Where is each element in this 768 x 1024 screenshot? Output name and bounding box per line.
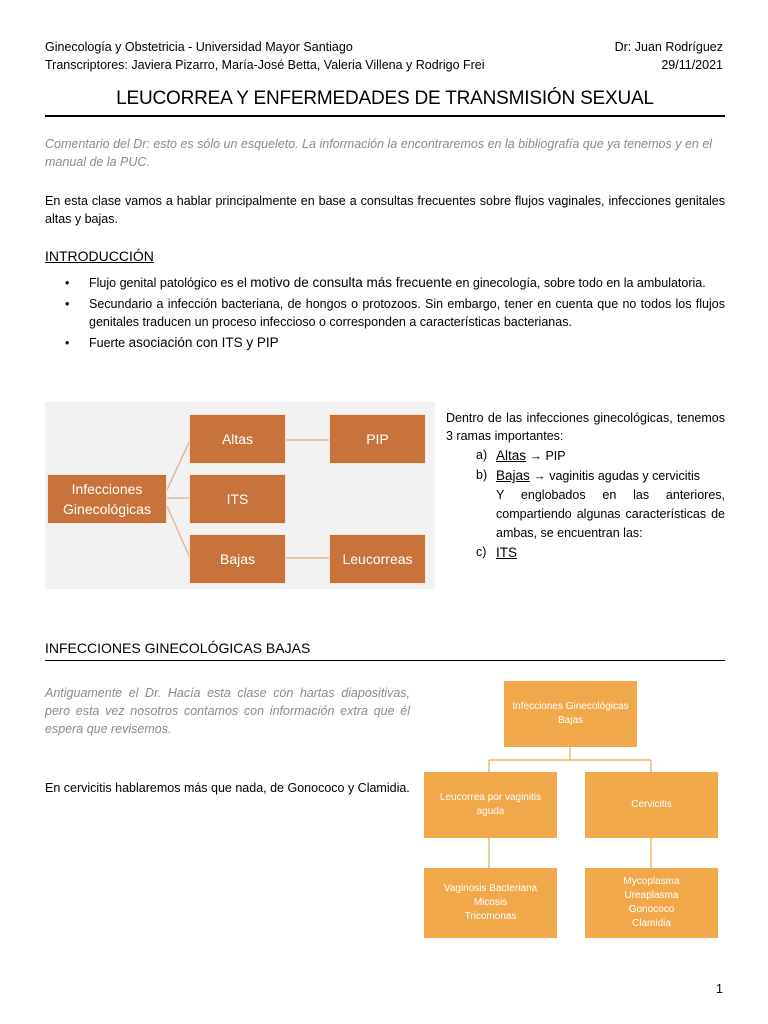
cause-item: Vaginosis Bacteriana <box>443 883 538 894</box>
diagram-infecciones-bajas <box>422 676 722 946</box>
intro-bullets <box>45 274 725 355</box>
rama-label: Altas <box>496 448 527 463</box>
rama-b-subtext: Y englobados en las anteriores, compartiendo algunas características de ambas, se encuentran las: <box>496 488 725 540</box>
section-heading-bajas: INFECCIONES GINECOLÓGICAS BAJAS <box>45 640 311 656</box>
cause-item: Clamidia <box>632 918 671 929</box>
rama-label: Bajas <box>496 468 530 483</box>
bullet-emphasis: motivo de consulta más frecuente <box>250 275 453 290</box>
section2-paragraph: En cervicitis hablaremos más que nada, de Gonococo y Clamidia. <box>45 781 410 795</box>
bullet-item <box>45 274 725 292</box>
section2-comment: Antiguamente el Dr. Hacía esta clase con hartas diapositivas, pero esta vez nosotros contamos con información extra que él espera que revisemos. <box>45 686 410 736</box>
diagram-infecciones-ginecologicas <box>45 402 435 589</box>
bullet-item <box>45 295 725 331</box>
list-marker: a) <box>476 448 488 462</box>
node-leucorrea-causes <box>424 868 557 938</box>
rama-b <box>446 466 725 486</box>
node-leucorrea-vaginitis: Leucorrea por vaginitis aguda <box>424 772 557 838</box>
node-cervicitis: Cervicitis <box>585 772 718 838</box>
title-rule <box>45 115 725 117</box>
rama-a <box>446 446 725 466</box>
ramas-list <box>446 446 725 563</box>
doctor-comment: Comentario del Dr: esto es sólo un esqueleto. La información la encontraremos en la bibliografía que ya tenemos y en el manual de la PUC. <box>45 137 713 169</box>
cause-item: Mycoplasma <box>623 876 680 887</box>
rama-c <box>446 543 725 563</box>
bullet-text: Fuerte <box>89 336 129 350</box>
node-leucorreas: Leucorreas <box>329 534 426 584</box>
bullet-text: en ginecología, sobre todo en la ambulatoria. <box>452 276 706 290</box>
cause-item: Micosis <box>473 897 508 908</box>
cause-item: Ureaplasma <box>624 890 679 901</box>
section-heading-introduccion: INTRODUCCIÓN <box>45 248 154 264</box>
intro-paragraph: En esta clase vamos a hablar principalmente en base a consultas frecuentes sobre flujos vaginales, infecciones genitales altas y bajas. <box>45 194 725 226</box>
header-date: 29/11/2021 <box>661 58 723 72</box>
node-pip: PIP <box>329 414 426 464</box>
node-cervicitis-causes <box>585 868 718 938</box>
node-its: ITS <box>189 474 286 524</box>
section-rule <box>45 660 725 661</box>
cause-item: Gonococo <box>628 904 675 915</box>
list-marker: c) <box>476 545 487 559</box>
node-bajas: Bajas <box>189 534 286 584</box>
rama-label: ITS <box>496 545 518 560</box>
header-transcribers: Transcriptores: Javiera Pizarro, María-José Betta, Valeria Villena y Rodrigo Frei <box>45 58 485 72</box>
node-infecciones-bajas: Infecciones Ginecológicas Bajas <box>504 681 637 747</box>
document-title: LEUCORREA Y ENFERMEDADES DE TRANSMISIÓN SEXUAL <box>116 88 654 109</box>
bullet-item <box>45 334 725 352</box>
node-altas: Altas <box>189 414 286 464</box>
rama-detail: → PIP <box>526 449 566 463</box>
rama-detail: → vaginitis agudas y cervicitis <box>529 469 700 483</box>
cause-item: Tricomonas <box>464 911 517 922</box>
header-doctor: Dr: Juan Rodríguez <box>614 40 723 54</box>
header-course: Ginecología y Obstetricia - Universidad Mayor Santiago <box>45 40 353 54</box>
page-number: 1 <box>716 982 723 996</box>
node-infecciones-ginecologicas: Infecciones Ginecológicas <box>47 474 167 524</box>
ramas-intro: Dentro de las infecciones ginecológicas, tenemos 3 ramas importantes: <box>446 411 725 443</box>
bullet-emphasis: asociación con ITS y PIP <box>128 335 279 350</box>
list-marker: b) <box>476 468 488 482</box>
bullet-text: Flujo genital patológico es el <box>89 276 251 290</box>
bullet-text: Secundario a infección bacteriana, de hongos o protozoos. Sin embargo, tener en cuenta que no todos los flujos genitales traducen un proceso infeccioso o corresponden a características bacterianas. <box>89 297 725 329</box>
